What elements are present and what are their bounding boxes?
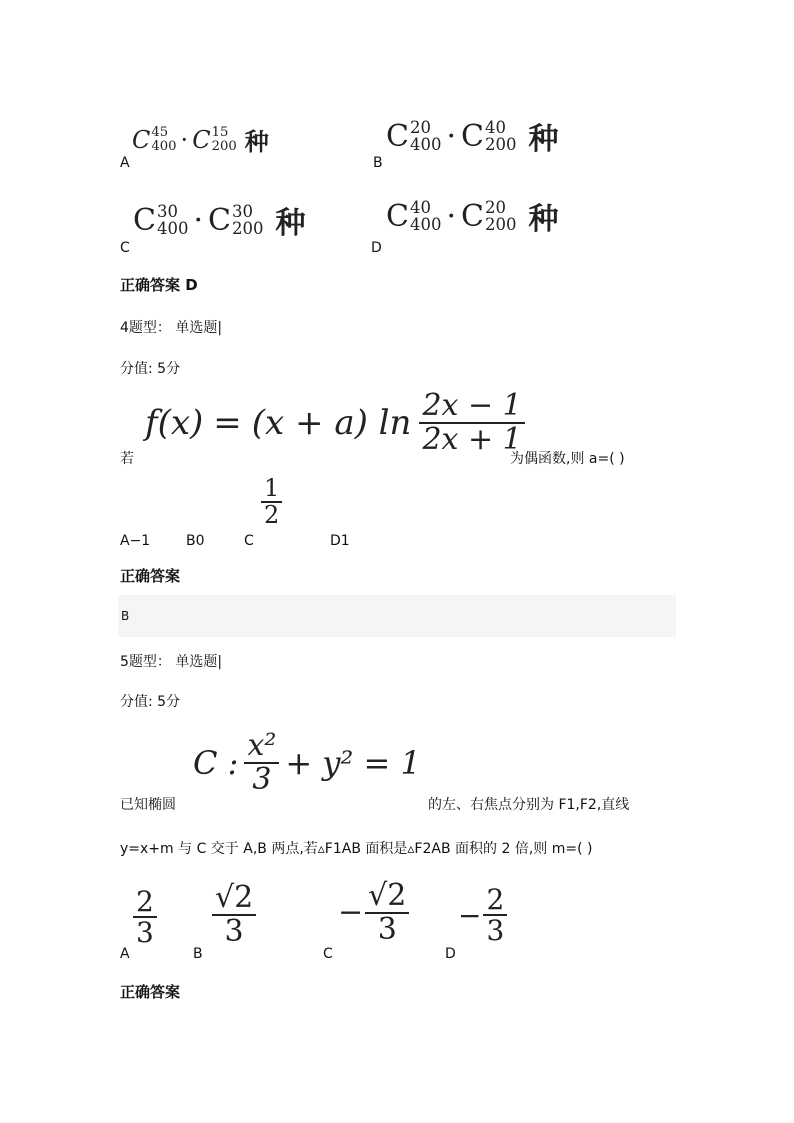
q5-suffix: 的左、右焦点分别为 F1,F2,直线: [428, 797, 630, 813]
q4-option-c: C: [244, 533, 254, 549]
q5-option-b-label: B: [193, 946, 203, 962]
q3-answer: 正确答案 D: [120, 276, 198, 294]
q4-suffix: 为偶函数,则 a=( ): [510, 451, 625, 467]
q3-option-a-formula: C 45 400 · C 15 200 种: [132, 124, 269, 156]
q3-option-d-formula: C 40 400 · C 20 200 种: [386, 197, 559, 237]
q4-formula: f(x) = (x + a) ln $\frac{2x - 1}{2x + 1}$: [145, 390, 525, 455]
q4-answer-box: [118, 595, 676, 637]
q5-option-c-formula: − $\frac{√2}{3}$: [338, 880, 409, 945]
q5-option-d-formula: − $\frac{2}{3}$: [458, 885, 507, 946]
q5-option-a-label: A: [120, 946, 130, 962]
q3-option-c-label: C: [120, 240, 130, 256]
q3-option-d-label: D: [371, 240, 382, 256]
q5-formula: C : $\frac{\text{x²}}{3}$ + y² = 1: [193, 728, 421, 797]
q3-option-b-formula: C 20 400 · C 40 200 种: [386, 117, 559, 157]
q4-option-c-fraction: $\frac{1}{2}$: [261, 476, 282, 528]
q5-line2: y=x+m 与 C 交于 A,B 两点,若▵F1AB 面积是▵F2AB 面积的 2 倍,则 m=( ): [120, 841, 593, 857]
q4-answer-label: 正确答案: [120, 567, 181, 585]
q4-score-line: 分值: 5分: [120, 361, 181, 377]
q4-type-line: 4题型： 单选题|: [120, 320, 223, 336]
q5-option-a-fraction: $\frac{2}{3}$: [133, 887, 157, 948]
q5-answer-label: 正确答案: [120, 983, 181, 1001]
q5-score-line: 分值: 5分: [120, 694, 181, 710]
q4-option-d: D1: [330, 533, 350, 549]
q5-option-c-label: C: [323, 946, 333, 962]
q5-type-line: 5题型： 单选题|: [120, 654, 223, 670]
q4-answer-value: B: [121, 609, 130, 623]
q3-option-b-label: B: [373, 155, 383, 171]
q3-option-c-formula: C 30 400 · C 30 200 种: [133, 201, 306, 241]
q5-option-d-label: D: [445, 946, 456, 962]
q5-option-b-fraction: $\frac{√2}{3}$: [212, 882, 256, 947]
q5-prefix: 已知椭圆: [120, 797, 176, 813]
q4-option-b: B0: [186, 533, 205, 549]
q3-option-a-label: A: [120, 155, 130, 171]
q4-option-a: A−1: [120, 533, 151, 549]
q4-prefix: 若: [120, 451, 134, 467]
